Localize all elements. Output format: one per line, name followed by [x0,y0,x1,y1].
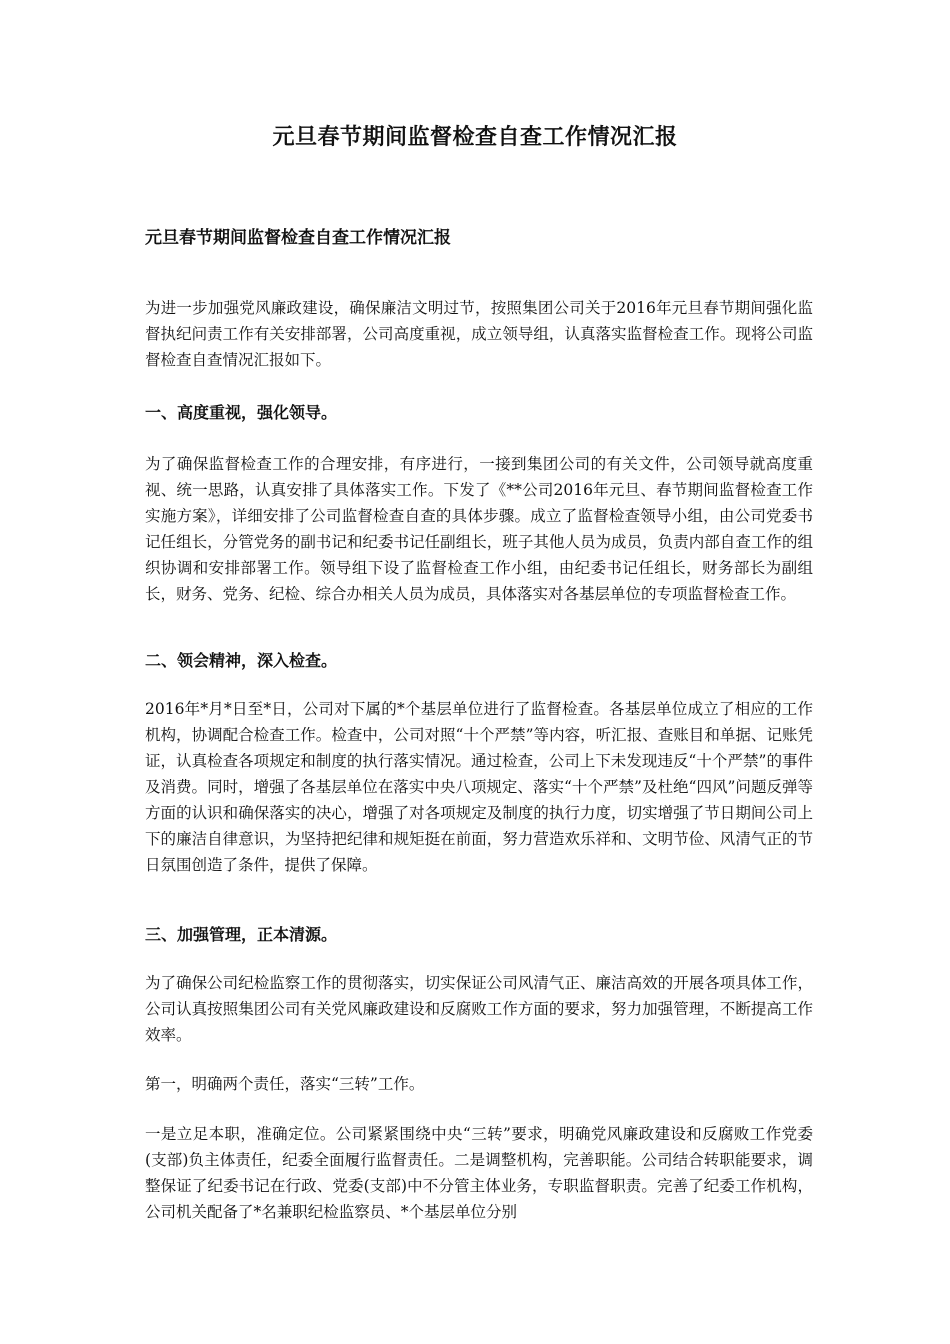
intro-paragraph: 为进一步加强党风廉政建设，确保廉洁文明过节，按照集团公司关于2016年元旦春节期间强化监督执纪问责工作有关安排部署，公司高度重视，成立领导组，认真落实监督检查工作。现将公司监督检查自查情况汇报如下。 [145,299,813,369]
document-title: 元旦春节期间监督检查自查工作情况汇报 [272,124,678,150]
section1-heading: 一、高度重视，强化领导。 [145,403,338,422]
section3-paragraph: 为了确保公司纪检监察工作的贯彻落实，切实保证公司风清气正、廉洁高效的开展各项具体工作，公司认真按照集团公司有关党风廉政建设和反腐败工作方面的要求，努力加强管理，不断提高工作效率。 [145,974,813,1044]
document-subtitle: 元旦春节期间监督检查自查工作情况汇报 [145,228,451,248]
section3-point1: 第一，明确两个责任，落实“三转”工作。 [145,1075,425,1093]
section3-heading: 三、加强管理，正本清源。 [145,925,338,944]
section2-paragraph: 2016年*月*日至*日，公司对下属的*个基层单位进行了监督检查。各基层单位成立了相应的工作机构，协调配合检查工作。检查中，公司对照“十个严禁”等内容，听汇报、查账目和单据、记账凭证，认真检查各项规定和制度的执行落实情况。通过检查，公司上下未发现违反“十个严禁”的事件及消费。同时，增强了各基层单位在落实中央八项规定、落实“十个严禁”及杜绝“四风”问题反弹等方面的认识和确保落实的决心，增强了对各项规定及制度的执行力度，切实增强了节日期间公司上下的廉洁自律意识，为坚持把纪律和规矩挺在前面，努力营造欢乐祥和、文明节俭、风清气正的节日氛围创造了条件，提供了保障。 [145,700,813,874]
section1-paragraph: 为了确保监督检查工作的合理安排，有序进行，一接到集团公司的有关文件，公司领导就高度重视、统一思路，认真安排了具体落实工作。下发了《**公司2016年元旦、春节期间监督检查工作实施方案》，详细安排了公司监督检查自查的具体步骤。成立了监督检查领导小组，由公司党委书记任组长，分管党务的副书记和纪委书记任副组长，班子其他人员为成员，负责内部自查工作的组织协调和安排部署工作。领导组下设了监督检查工作小组，由纪委书记任组长，财务部长为副组长，财务、党务、纪检、综合办相关人员为成员，具体落实对各基层单位的专项监督检查工作。 [145,455,813,603]
section3-point1-paragraph: 一是立足本职，准确定位。公司紧紧围绕中央“三转”要求，明确党风廉政建设和反腐败工作党委(支部)负主体责任，纪委全面履行监督责任。二是调整机构，完善职能。公司结合转职能要求，调整保证了纪委书记在行政、党委(支部)中不分管主体业务，专职监督职责。完善了纪委工作机构，公司机关配备了*名兼职纪检监察员、*个基层单位分别 [145,1125,813,1221]
section2-heading: 二、领会精神，深入检查。 [145,651,338,670]
